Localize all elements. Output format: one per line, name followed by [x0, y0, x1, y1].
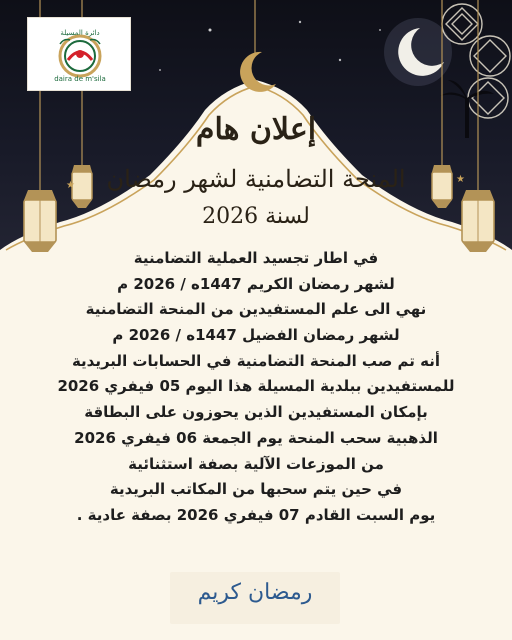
daira-logo [27, 17, 131, 91]
body-line: في اطار تجسيد العملية التضامنية [133, 249, 379, 267]
body-line: في حين يتم سحبها من المكاتب البريدية [109, 480, 403, 499]
gold-star-icon: ★ [66, 180, 75, 191]
announcement-year: لسنة 2026 [202, 204, 310, 229]
body-line: لشهر رمضان الفضيل 1447ه / 2026 م [112, 326, 400, 345]
body-line: الذهبية سحب المنحة يوم الجمعة 06 فيفري 2026 [74, 428, 438, 447]
announcement-subtitle: المنحة التضامنية لشهر رمضان [106, 165, 406, 193]
body-line: أنه تم صب المنحة التضامنية في الحسابات البريدية [71, 351, 441, 370]
ramadan-kareem-text: رمضان كريم [197, 580, 313, 605]
announcement-body [20, 246, 492, 529]
body-line: يوم السبت القادم 07 فيفري 2026 بصفة عادية . [76, 505, 436, 524]
body-line: نهي الى علم المستفيدين من المنحة التضامنية [85, 300, 427, 319]
body-line: بإمكان المستفيدين الذين يحوزون على البطاقة [84, 403, 428, 422]
gold-star-icon: ★ [456, 174, 465, 185]
body-line: لشهر رمضان الكريم 1447ه / 2026 م [117, 274, 395, 293]
ramadan-kareem-banner [170, 572, 340, 624]
logo-bottom-text: daira de m'sila [54, 75, 106, 83]
body-line: من الموزعات الآلية بصفة استثنائية [128, 454, 384, 473]
announcement-title: إعلان هام [195, 112, 317, 147]
logo-top-text: دائرة المسيلة [60, 29, 100, 37]
body-line: للمستفيدين ببلدية المسيلة هذا اليوم 05 فيفري 2026 [57, 377, 455, 396]
